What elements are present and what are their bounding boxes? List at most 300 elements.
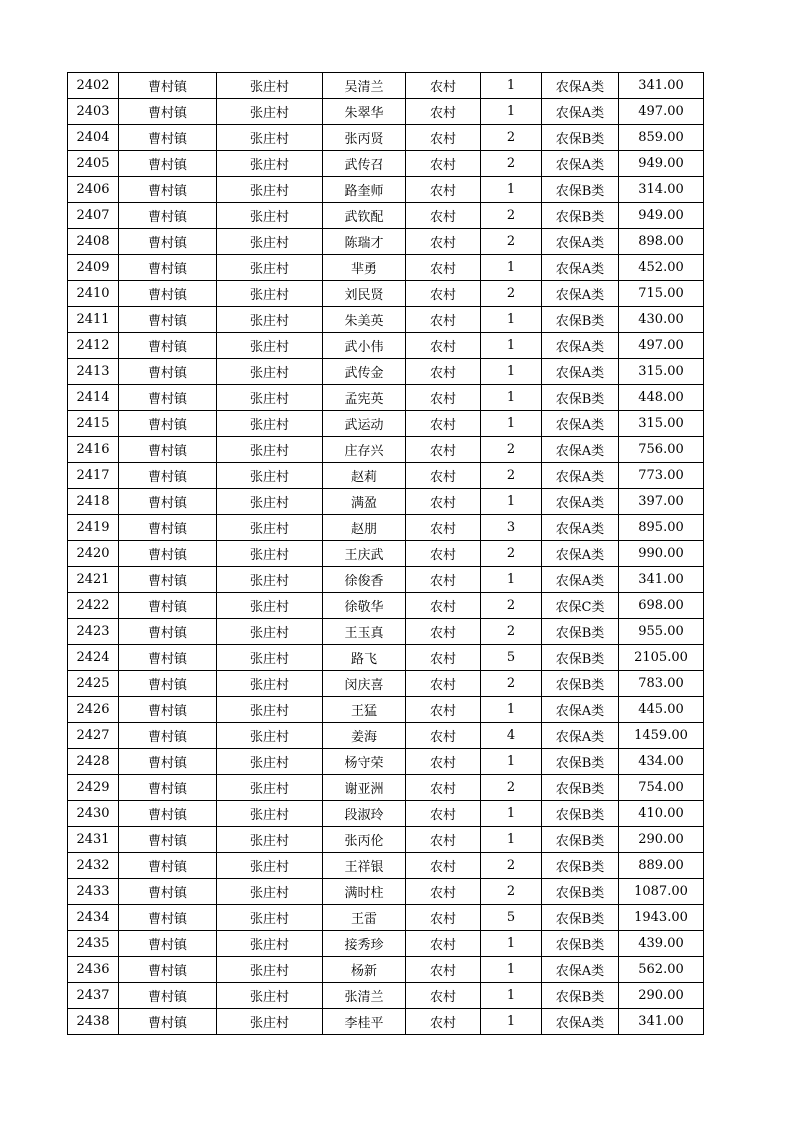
serial-cell: 2428 bbox=[68, 749, 119, 775]
table-row bbox=[68, 73, 704, 99]
count-cell: 2 bbox=[481, 619, 542, 645]
category-cell: 农保B类 bbox=[542, 645, 619, 671]
category-cell: 农保A类 bbox=[542, 515, 619, 541]
area-cell: 农村 bbox=[406, 567, 481, 593]
name-cell: 王祥银 bbox=[323, 853, 406, 879]
amount-cell: 756.00 bbox=[619, 437, 704, 463]
town-cell: 曹村镇 bbox=[119, 723, 217, 749]
table-row bbox=[68, 281, 704, 307]
town-cell: 曹村镇 bbox=[119, 827, 217, 853]
town-cell: 曹村镇 bbox=[119, 73, 217, 99]
area-cell: 农村 bbox=[406, 73, 481, 99]
area-cell: 农村 bbox=[406, 255, 481, 281]
name-cell: 王玉真 bbox=[323, 619, 406, 645]
name-cell: 路奎师 bbox=[323, 177, 406, 203]
serial-cell: 2404 bbox=[68, 125, 119, 151]
serial-cell: 2403 bbox=[68, 99, 119, 125]
category-cell: 农保B类 bbox=[542, 879, 619, 905]
amount-cell: 448.00 bbox=[619, 385, 704, 411]
amount-cell: 773.00 bbox=[619, 463, 704, 489]
name-cell: 段淑玲 bbox=[323, 801, 406, 827]
town-cell: 曹村镇 bbox=[119, 541, 217, 567]
town-cell: 曹村镇 bbox=[119, 749, 217, 775]
count-cell: 3 bbox=[481, 515, 542, 541]
amount-cell: 290.00 bbox=[619, 983, 704, 1009]
category-cell: 农保B类 bbox=[542, 203, 619, 229]
count-cell: 2 bbox=[481, 775, 542, 801]
table-row bbox=[68, 203, 704, 229]
village-cell: 张庄村 bbox=[217, 203, 323, 229]
serial-cell: 2438 bbox=[68, 1009, 119, 1035]
category-cell: 农保B类 bbox=[542, 931, 619, 957]
amount-cell: 445.00 bbox=[619, 697, 704, 723]
amount-cell: 562.00 bbox=[619, 957, 704, 983]
serial-cell: 2416 bbox=[68, 437, 119, 463]
amount-cell: 1087.00 bbox=[619, 879, 704, 905]
table-row bbox=[68, 125, 704, 151]
amount-cell: 341.00 bbox=[619, 73, 704, 99]
name-cell: 赵朋 bbox=[323, 515, 406, 541]
serial-cell: 2426 bbox=[68, 697, 119, 723]
serial-cell: 2410 bbox=[68, 281, 119, 307]
town-cell: 曹村镇 bbox=[119, 619, 217, 645]
table-row bbox=[68, 229, 704, 255]
category-cell: 农保A类 bbox=[542, 957, 619, 983]
table-row bbox=[68, 333, 704, 359]
serial-cell: 2435 bbox=[68, 931, 119, 957]
village-cell: 张庄村 bbox=[217, 749, 323, 775]
village-cell: 张庄村 bbox=[217, 333, 323, 359]
amount-cell: 341.00 bbox=[619, 1009, 704, 1035]
category-cell: 农保A类 bbox=[542, 281, 619, 307]
category-cell: 农保B类 bbox=[542, 775, 619, 801]
town-cell: 曹村镇 bbox=[119, 645, 217, 671]
village-cell: 张庄村 bbox=[217, 437, 323, 463]
town-cell: 曹村镇 bbox=[119, 151, 217, 177]
table-row bbox=[68, 749, 704, 775]
village-cell: 张庄村 bbox=[217, 489, 323, 515]
table-row bbox=[68, 177, 704, 203]
table-row bbox=[68, 723, 704, 749]
name-cell: 李桂平 bbox=[323, 1009, 406, 1035]
village-cell: 张庄村 bbox=[217, 1009, 323, 1035]
name-cell: 杨守荣 bbox=[323, 749, 406, 775]
area-cell: 农村 bbox=[406, 801, 481, 827]
count-cell: 1 bbox=[481, 697, 542, 723]
village-cell: 张庄村 bbox=[217, 411, 323, 437]
amount-cell: 452.00 bbox=[619, 255, 704, 281]
village-cell: 张庄村 bbox=[217, 229, 323, 255]
town-cell: 曹村镇 bbox=[119, 99, 217, 125]
count-cell: 2 bbox=[481, 437, 542, 463]
village-cell: 张庄村 bbox=[217, 281, 323, 307]
category-cell: 农保B类 bbox=[542, 671, 619, 697]
table-row bbox=[68, 593, 704, 619]
serial-cell: 2415 bbox=[68, 411, 119, 437]
category-cell: 农保B类 bbox=[542, 125, 619, 151]
count-cell: 2 bbox=[481, 671, 542, 697]
area-cell: 农村 bbox=[406, 541, 481, 567]
count-cell: 2 bbox=[481, 125, 542, 151]
serial-cell: 2429 bbox=[68, 775, 119, 801]
count-cell: 2 bbox=[481, 593, 542, 619]
town-cell: 曹村镇 bbox=[119, 203, 217, 229]
name-cell: 吴清兰 bbox=[323, 73, 406, 99]
village-cell: 张庄村 bbox=[217, 99, 323, 125]
serial-cell: 2422 bbox=[68, 593, 119, 619]
category-cell: 农保A类 bbox=[542, 359, 619, 385]
village-cell: 张庄村 bbox=[217, 957, 323, 983]
amount-cell: 434.00 bbox=[619, 749, 704, 775]
amount-cell: 410.00 bbox=[619, 801, 704, 827]
name-cell: 武传召 bbox=[323, 151, 406, 177]
table-row bbox=[68, 541, 704, 567]
area-cell: 农村 bbox=[406, 307, 481, 333]
amount-cell: 698.00 bbox=[619, 593, 704, 619]
table-row bbox=[68, 671, 704, 697]
town-cell: 曹村镇 bbox=[119, 333, 217, 359]
village-cell: 张庄村 bbox=[217, 463, 323, 489]
table-row bbox=[68, 879, 704, 905]
village-cell: 张庄村 bbox=[217, 697, 323, 723]
serial-cell: 2430 bbox=[68, 801, 119, 827]
area-cell: 农村 bbox=[406, 749, 481, 775]
count-cell: 2 bbox=[481, 281, 542, 307]
count-cell: 1 bbox=[481, 177, 542, 203]
category-cell: 农保C类 bbox=[542, 593, 619, 619]
village-cell: 张庄村 bbox=[217, 359, 323, 385]
count-cell: 1 bbox=[481, 567, 542, 593]
area-cell: 农村 bbox=[406, 645, 481, 671]
serial-cell: 2405 bbox=[68, 151, 119, 177]
serial-cell: 2424 bbox=[68, 645, 119, 671]
name-cell: 张丙伦 bbox=[323, 827, 406, 853]
area-cell: 农村 bbox=[406, 697, 481, 723]
category-cell: 农保A类 bbox=[542, 541, 619, 567]
count-cell: 2 bbox=[481, 879, 542, 905]
village-cell: 张庄村 bbox=[217, 593, 323, 619]
serial-cell: 2420 bbox=[68, 541, 119, 567]
category-cell: 农保A类 bbox=[542, 411, 619, 437]
count-cell: 1 bbox=[481, 931, 542, 957]
category-cell: 农保B类 bbox=[542, 307, 619, 333]
town-cell: 曹村镇 bbox=[119, 1009, 217, 1035]
area-cell: 农村 bbox=[406, 775, 481, 801]
area-cell: 农村 bbox=[406, 905, 481, 931]
category-cell: 农保A类 bbox=[542, 723, 619, 749]
serial-cell: 2425 bbox=[68, 671, 119, 697]
table-row bbox=[68, 775, 704, 801]
category-cell: 农保B类 bbox=[542, 801, 619, 827]
serial-cell: 2402 bbox=[68, 73, 119, 99]
town-cell: 曹村镇 bbox=[119, 489, 217, 515]
town-cell: 曹村镇 bbox=[119, 671, 217, 697]
town-cell: 曹村镇 bbox=[119, 385, 217, 411]
count-cell: 1 bbox=[481, 827, 542, 853]
village-cell: 张庄村 bbox=[217, 983, 323, 1009]
town-cell: 曹村镇 bbox=[119, 255, 217, 281]
town-cell: 曹村镇 bbox=[119, 931, 217, 957]
town-cell: 曹村镇 bbox=[119, 801, 217, 827]
area-cell: 农村 bbox=[406, 619, 481, 645]
name-cell: 武小伟 bbox=[323, 333, 406, 359]
serial-cell: 2436 bbox=[68, 957, 119, 983]
category-cell: 农保A类 bbox=[542, 73, 619, 99]
table-row bbox=[68, 489, 704, 515]
category-cell: 农保A类 bbox=[542, 1009, 619, 1035]
table-row bbox=[68, 619, 704, 645]
serial-cell: 2411 bbox=[68, 307, 119, 333]
serial-cell: 2437 bbox=[68, 983, 119, 1009]
town-cell: 曹村镇 bbox=[119, 437, 217, 463]
count-cell: 1 bbox=[481, 385, 542, 411]
name-cell: 武传金 bbox=[323, 359, 406, 385]
serial-cell: 2406 bbox=[68, 177, 119, 203]
village-cell: 张庄村 bbox=[217, 619, 323, 645]
name-cell: 刘民贤 bbox=[323, 281, 406, 307]
serial-cell: 2432 bbox=[68, 853, 119, 879]
town-cell: 曹村镇 bbox=[119, 411, 217, 437]
town-cell: 曹村镇 bbox=[119, 593, 217, 619]
town-cell: 曹村镇 bbox=[119, 515, 217, 541]
table-row bbox=[68, 359, 704, 385]
category-cell: 农保A类 bbox=[542, 437, 619, 463]
category-cell: 农保B类 bbox=[542, 827, 619, 853]
area-cell: 农村 bbox=[406, 385, 481, 411]
count-cell: 1 bbox=[481, 255, 542, 281]
count-cell: 1 bbox=[481, 307, 542, 333]
table-row bbox=[68, 801, 704, 827]
table-row bbox=[68, 853, 704, 879]
category-cell: 农保B类 bbox=[542, 177, 619, 203]
name-cell: 武钦配 bbox=[323, 203, 406, 229]
area-cell: 农村 bbox=[406, 177, 481, 203]
area-cell: 农村 bbox=[406, 229, 481, 255]
village-cell: 张庄村 bbox=[217, 775, 323, 801]
town-cell: 曹村镇 bbox=[119, 567, 217, 593]
area-cell: 农村 bbox=[406, 983, 481, 1009]
category-cell: 农保A类 bbox=[542, 99, 619, 125]
table-row bbox=[68, 515, 704, 541]
name-cell: 王庆武 bbox=[323, 541, 406, 567]
amount-cell: 715.00 bbox=[619, 281, 704, 307]
village-cell: 张庄村 bbox=[217, 541, 323, 567]
town-cell: 曹村镇 bbox=[119, 697, 217, 723]
village-cell: 张庄村 bbox=[217, 73, 323, 99]
amount-cell: 439.00 bbox=[619, 931, 704, 957]
table-row bbox=[68, 645, 704, 671]
count-cell: 1 bbox=[481, 411, 542, 437]
table-row bbox=[68, 905, 704, 931]
amount-cell: 497.00 bbox=[619, 99, 704, 125]
name-cell: 赵莉 bbox=[323, 463, 406, 489]
table-row bbox=[68, 385, 704, 411]
amount-cell: 783.00 bbox=[619, 671, 704, 697]
village-cell: 张庄村 bbox=[217, 827, 323, 853]
amount-cell: 1943.00 bbox=[619, 905, 704, 931]
amount-cell: 430.00 bbox=[619, 307, 704, 333]
village-cell: 张庄村 bbox=[217, 879, 323, 905]
table-row bbox=[68, 255, 704, 281]
category-cell: 农保A类 bbox=[542, 255, 619, 281]
table-row bbox=[68, 411, 704, 437]
serial-cell: 2408 bbox=[68, 229, 119, 255]
area-cell: 农村 bbox=[406, 723, 481, 749]
name-cell: 徐俊香 bbox=[323, 567, 406, 593]
serial-cell: 2431 bbox=[68, 827, 119, 853]
name-cell: 路飞 bbox=[323, 645, 406, 671]
village-cell: 张庄村 bbox=[217, 905, 323, 931]
area-cell: 农村 bbox=[406, 853, 481, 879]
table-row bbox=[68, 1009, 704, 1035]
area-cell: 农村 bbox=[406, 515, 481, 541]
serial-cell: 2414 bbox=[68, 385, 119, 411]
count-cell: 1 bbox=[481, 1009, 542, 1035]
amount-cell: 497.00 bbox=[619, 333, 704, 359]
count-cell: 1 bbox=[481, 801, 542, 827]
village-cell: 张庄村 bbox=[217, 515, 323, 541]
count-cell: 2 bbox=[481, 463, 542, 489]
area-cell: 农村 bbox=[406, 125, 481, 151]
amount-cell: 314.00 bbox=[619, 177, 704, 203]
village-cell: 张庄村 bbox=[217, 567, 323, 593]
name-cell: 朱翠华 bbox=[323, 99, 406, 125]
count-cell: 1 bbox=[481, 957, 542, 983]
amount-cell: 754.00 bbox=[619, 775, 704, 801]
amount-cell: 2105.00 bbox=[619, 645, 704, 671]
village-cell: 张庄村 bbox=[217, 307, 323, 333]
area-cell: 农村 bbox=[406, 931, 481, 957]
town-cell: 曹村镇 bbox=[119, 281, 217, 307]
name-cell: 满时柱 bbox=[323, 879, 406, 905]
category-cell: 农保B类 bbox=[542, 619, 619, 645]
town-cell: 曹村镇 bbox=[119, 879, 217, 905]
amount-cell: 949.00 bbox=[619, 151, 704, 177]
count-cell: 2 bbox=[481, 203, 542, 229]
table-row bbox=[68, 983, 704, 1009]
name-cell: 张清兰 bbox=[323, 983, 406, 1009]
category-cell: 农保B类 bbox=[542, 853, 619, 879]
amount-cell: 290.00 bbox=[619, 827, 704, 853]
name-cell: 芈勇 bbox=[323, 255, 406, 281]
category-cell: 农保A类 bbox=[542, 151, 619, 177]
amount-cell: 341.00 bbox=[619, 567, 704, 593]
name-cell: 庄存兴 bbox=[323, 437, 406, 463]
area-cell: 农村 bbox=[406, 99, 481, 125]
count-cell: 1 bbox=[481, 749, 542, 775]
town-cell: 曹村镇 bbox=[119, 775, 217, 801]
serial-cell: 2423 bbox=[68, 619, 119, 645]
category-cell: 农保B类 bbox=[542, 983, 619, 1009]
name-cell: 接秀珍 bbox=[323, 931, 406, 957]
town-cell: 曹村镇 bbox=[119, 229, 217, 255]
amount-cell: 1459.00 bbox=[619, 723, 704, 749]
area-cell: 农村 bbox=[406, 879, 481, 905]
data-table bbox=[67, 72, 704, 1035]
town-cell: 曹村镇 bbox=[119, 853, 217, 879]
area-cell: 农村 bbox=[406, 827, 481, 853]
village-cell: 张庄村 bbox=[217, 723, 323, 749]
area-cell: 农村 bbox=[406, 593, 481, 619]
amount-cell: 955.00 bbox=[619, 619, 704, 645]
area-cell: 农村 bbox=[406, 489, 481, 515]
category-cell: 农保B类 bbox=[542, 385, 619, 411]
name-cell: 满盈 bbox=[323, 489, 406, 515]
village-cell: 张庄村 bbox=[217, 801, 323, 827]
amount-cell: 889.00 bbox=[619, 853, 704, 879]
table-row bbox=[68, 463, 704, 489]
count-cell: 2 bbox=[481, 151, 542, 177]
count-cell: 2 bbox=[481, 541, 542, 567]
name-cell: 闵庆喜 bbox=[323, 671, 406, 697]
village-cell: 张庄村 bbox=[217, 177, 323, 203]
amount-cell: 949.00 bbox=[619, 203, 704, 229]
serial-cell: 2413 bbox=[68, 359, 119, 385]
serial-cell: 2407 bbox=[68, 203, 119, 229]
serial-cell: 2409 bbox=[68, 255, 119, 281]
town-cell: 曹村镇 bbox=[119, 983, 217, 1009]
town-cell: 曹村镇 bbox=[119, 359, 217, 385]
village-cell: 张庄村 bbox=[217, 671, 323, 697]
amount-cell: 315.00 bbox=[619, 411, 704, 437]
serial-cell: 2412 bbox=[68, 333, 119, 359]
count-cell: 1 bbox=[481, 983, 542, 1009]
amount-cell: 315.00 bbox=[619, 359, 704, 385]
serial-cell: 2418 bbox=[68, 489, 119, 515]
name-cell: 张丙贤 bbox=[323, 125, 406, 151]
serial-cell: 2434 bbox=[68, 905, 119, 931]
town-cell: 曹村镇 bbox=[119, 307, 217, 333]
table-row bbox=[68, 99, 704, 125]
area-cell: 农村 bbox=[406, 437, 481, 463]
table-row bbox=[68, 697, 704, 723]
table-row bbox=[68, 151, 704, 177]
category-cell: 农保A类 bbox=[542, 489, 619, 515]
village-cell: 张庄村 bbox=[217, 931, 323, 957]
count-cell: 1 bbox=[481, 489, 542, 515]
area-cell: 农村 bbox=[406, 203, 481, 229]
serial-cell: 2421 bbox=[68, 567, 119, 593]
table-body bbox=[68, 73, 704, 1035]
village-cell: 张庄村 bbox=[217, 853, 323, 879]
amount-cell: 895.00 bbox=[619, 515, 704, 541]
category-cell: 农保B类 bbox=[542, 749, 619, 775]
count-cell: 1 bbox=[481, 73, 542, 99]
name-cell: 王雷 bbox=[323, 905, 406, 931]
table-row bbox=[68, 567, 704, 593]
amount-cell: 859.00 bbox=[619, 125, 704, 151]
count-cell: 4 bbox=[481, 723, 542, 749]
village-cell: 张庄村 bbox=[217, 255, 323, 281]
amount-cell: 990.00 bbox=[619, 541, 704, 567]
area-cell: 农村 bbox=[406, 1009, 481, 1035]
serial-cell: 2427 bbox=[68, 723, 119, 749]
village-cell: 张庄村 bbox=[217, 151, 323, 177]
table-row bbox=[68, 931, 704, 957]
area-cell: 农村 bbox=[406, 411, 481, 437]
name-cell: 孟宪英 bbox=[323, 385, 406, 411]
area-cell: 农村 bbox=[406, 281, 481, 307]
town-cell: 曹村镇 bbox=[119, 125, 217, 151]
town-cell: 曹村镇 bbox=[119, 957, 217, 983]
category-cell: 农保A类 bbox=[542, 229, 619, 255]
count-cell: 1 bbox=[481, 359, 542, 385]
area-cell: 农村 bbox=[406, 333, 481, 359]
village-cell: 张庄村 bbox=[217, 125, 323, 151]
area-cell: 农村 bbox=[406, 151, 481, 177]
name-cell: 陈瑞才 bbox=[323, 229, 406, 255]
area-cell: 农村 bbox=[406, 671, 481, 697]
